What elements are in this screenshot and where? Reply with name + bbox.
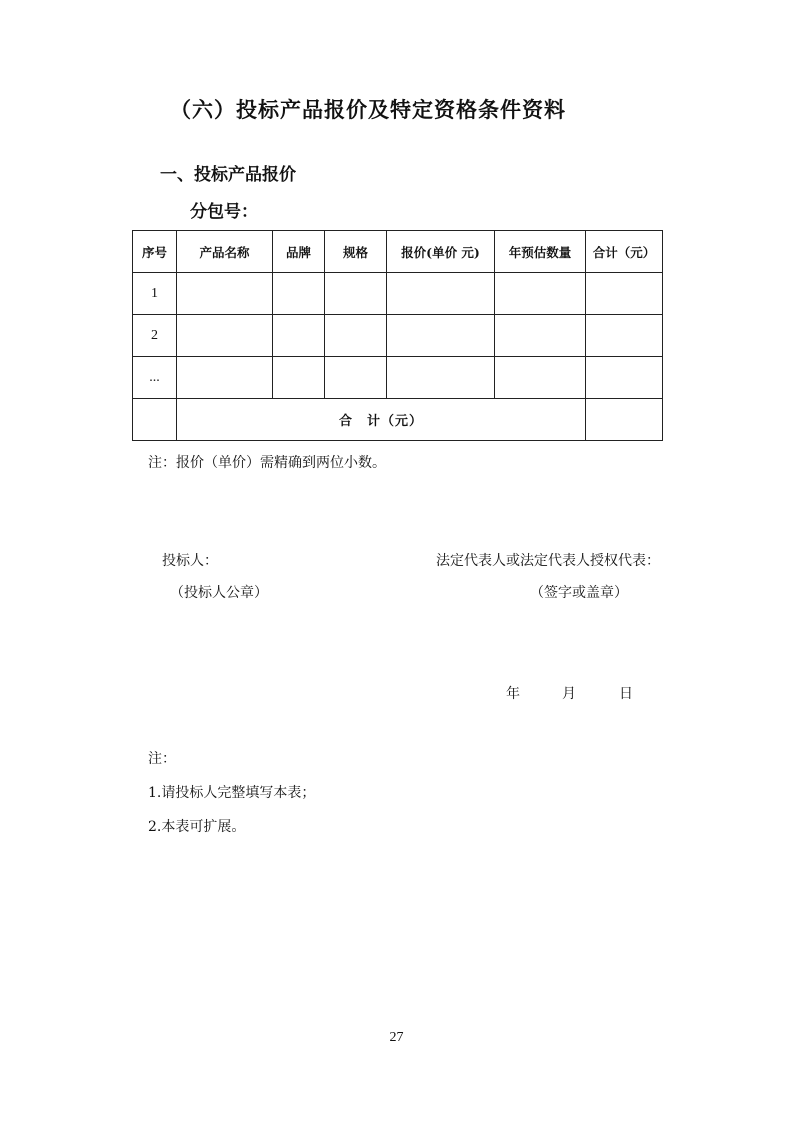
header-unit-price: 报价(单价 元): [387, 231, 495, 273]
header-index: 序号: [133, 231, 177, 273]
header-annual-quantity: 年预估数量: [495, 231, 586, 273]
total-value-cell[interactable]: [586, 399, 663, 441]
spec-cell[interactable]: [325, 315, 387, 357]
product-name-cell[interactable]: [177, 273, 273, 315]
quantity-cell[interactable]: [495, 357, 586, 399]
document-title: （六）投标产品报价及特定资格条件资料: [170, 97, 566, 122]
subtotal-cell[interactable]: [586, 273, 663, 315]
legal-rep-label: 法定代表人或法定代表人授权代表：: [436, 553, 660, 569]
subtotal-cell[interactable]: [586, 357, 663, 399]
price-precision-note: 注：报价（单价）需精确到两位小数。: [148, 455, 386, 471]
row-index: 1: [133, 273, 177, 315]
spec-cell[interactable]: [325, 357, 387, 399]
date-month-label: 月: [562, 686, 576, 702]
total-row: [133, 399, 663, 441]
quotation-table: [132, 230, 663, 441]
spec-cell[interactable]: [325, 273, 387, 315]
brand-cell[interactable]: [273, 357, 325, 399]
unit-price-cell[interactable]: [387, 315, 495, 357]
row-index: ...: [133, 357, 177, 399]
footnote-item: 2.本表可扩展。: [148, 819, 246, 835]
header-product-name: 产品名称: [177, 231, 273, 273]
product-name-cell[interactable]: [177, 315, 273, 357]
package-number-label: 分包号：: [190, 202, 258, 222]
header-spec: 规格: [325, 231, 387, 273]
date-year-label: 年: [506, 686, 520, 702]
brand-cell[interactable]: [273, 273, 325, 315]
footnote-item: 1.请投标人完整填写本表；: [148, 785, 316, 801]
subtotal-cell[interactable]: [586, 315, 663, 357]
legal-rep-sign-label: （签字或盖章）: [530, 585, 628, 601]
header-subtotal: 合计（元）: [586, 231, 663, 273]
brand-cell[interactable]: [273, 315, 325, 357]
quantity-cell[interactable]: [495, 315, 586, 357]
footnote-label: 注：: [148, 751, 176, 767]
date-day-label: 日: [619, 686, 633, 702]
unit-price-cell[interactable]: [387, 357, 495, 399]
table-row: [133, 273, 663, 315]
bidder-label: 投标人：: [162, 553, 218, 569]
unit-price-cell[interactable]: [387, 273, 495, 315]
header-brand: 品牌: [273, 231, 325, 273]
section-heading: 一、投标产品报价: [160, 165, 296, 185]
total-blank-cell: [133, 399, 177, 441]
product-name-cell[interactable]: [177, 357, 273, 399]
quantity-cell[interactable]: [495, 273, 586, 315]
total-label: 合 计（元）: [177, 399, 586, 441]
table-row: [133, 315, 663, 357]
row-index: 2: [133, 315, 177, 357]
table-row: [133, 357, 663, 399]
page-number: 27: [389, 1030, 404, 1045]
bidder-seal-label: （投标人公章）: [170, 585, 268, 601]
table-header-row: [133, 231, 663, 273]
